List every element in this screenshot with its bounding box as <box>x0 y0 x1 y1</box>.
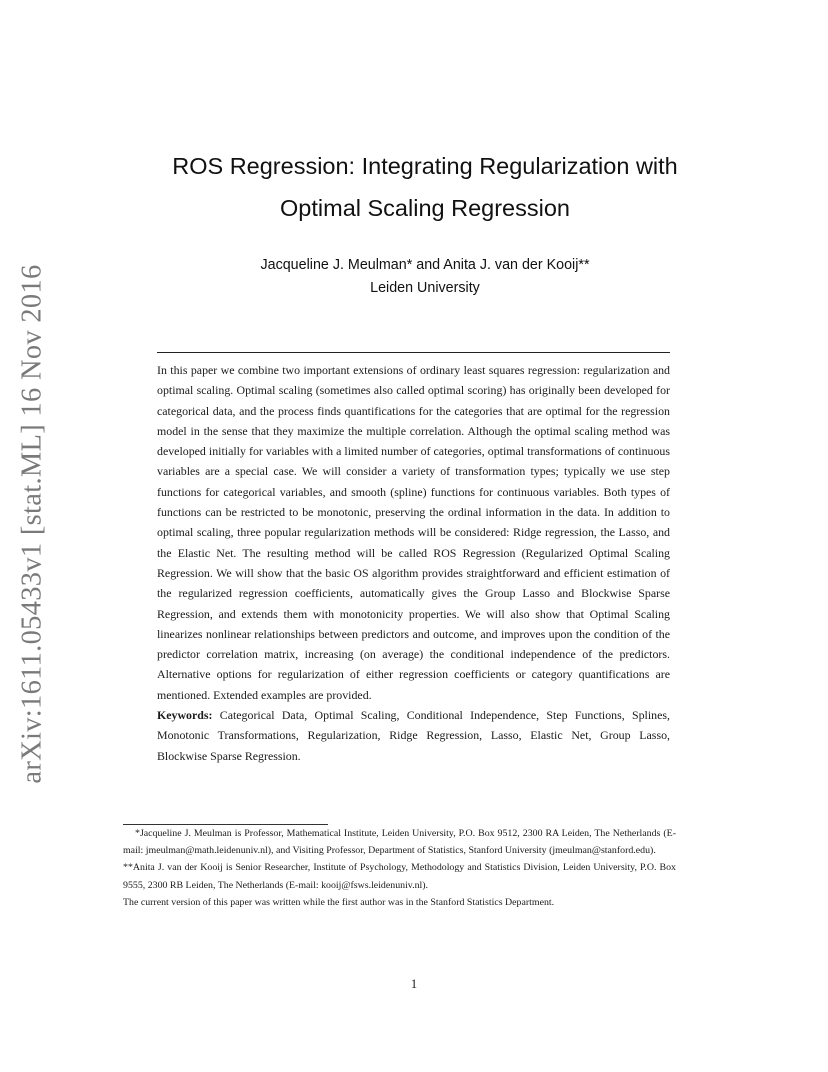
arxiv-identifier: arXiv:1611.05433v1 [stat.ML] 16 Nov 2016 <box>17 264 48 784</box>
keywords-list: Categorical Data, Optimal Scaling, Conditional Independence, Step Functions, Splines, Monotonic Transformations, Regularization, Ridge Regression, Lasso, Elastic Net, Group Lasso, Blockwise Sparse Regression. <box>157 708 670 763</box>
author-names: Jacqueline J. Meulman* and Anita J. van der Kooij** <box>260 257 590 273</box>
footnotes <box>123 825 676 911</box>
page-number: 1 <box>410 977 418 991</box>
footnote-author-2: **Anita J. van der Kooij is Senior Researcher, Institute of Psychology, Methodology and Statistics Division, Leiden University, P.O. Box 9555, 2300 RB Leiden, The Netherlands (E-mail: kooij@fsws.leidenuniv.nl). <box>123 862 676 891</box>
footnote-note: The current version of this paper was written while the first author was in the Stanford Statistics Department. <box>123 896 555 908</box>
author-affiliation: Leiden University <box>370 280 480 296</box>
abstract-text: In this paper we combine two important extensions of ordinary least squares regression: regularization and optimal scaling. Optimal scaling (sometimes also called optimal scoring) has originally been developed for categorical data, and the process finds quantifications for the categories that are optimal for the regression model in the sense that they maximize the multiple correlation. Although the optimal scaling method was developed initially for variables with a limited number of categories, optimal transformations of continuous variables are a special case. We will consider a variety of transformation types; typically we use step functions for categorical variables, and smooth (spline) functions for continuous variables. Both types of functions can be restricted to be monotonic, preserving the ordinal information in the data. In addition to optimal scaling, three popular regularization methods will be considered: Ridge regression, the Lasso, and the Elastic Net. The resulting method will be called ROS Regression (Regularized Optimal Scaling Regression. We will show that the basic OS algorithm provides straightforward and efficient estimation of the regularized regression coefficients, automatically gives the Group Lasso and Blockwise Sparse Regression, and extends them with monotonicity properties. We will also show that Optimal Scaling linearizes nonlinear relationships between predictors and outcome, and improves upon the condition of the predictor correlation matrix, increasing (on average) the conditional independence of the predictors. Alternative options for regularization of either regression coefficients or category quantifications are mentioned. Extended examples are provided. <box>157 363 670 702</box>
paper-title <box>120 145 730 229</box>
arxiv-stamp <box>4 264 62 784</box>
footnote-author-1: *Jacqueline J. Meulman is Professor, Mathematical Institute, Leiden University, P.O. Box 9512, 2300 RA Leiden, The Netherlands (E-mail: jmeulman@math.leidenuniv.nl), and Visiting Professor, Department of Statistics, Stanford University (jmeulman@stanford.edu). <box>123 828 676 857</box>
keywords-label: Keywords: <box>157 708 213 723</box>
abstract-top-rule <box>157 352 670 353</box>
title-line-2: Optimal Scaling Regression <box>280 195 570 221</box>
keywords-paragraph <box>157 705 670 766</box>
title-line-1: ROS Regression: Integrating Regularization with <box>172 153 678 179</box>
abstract <box>157 360 670 766</box>
author-block <box>120 254 730 300</box>
